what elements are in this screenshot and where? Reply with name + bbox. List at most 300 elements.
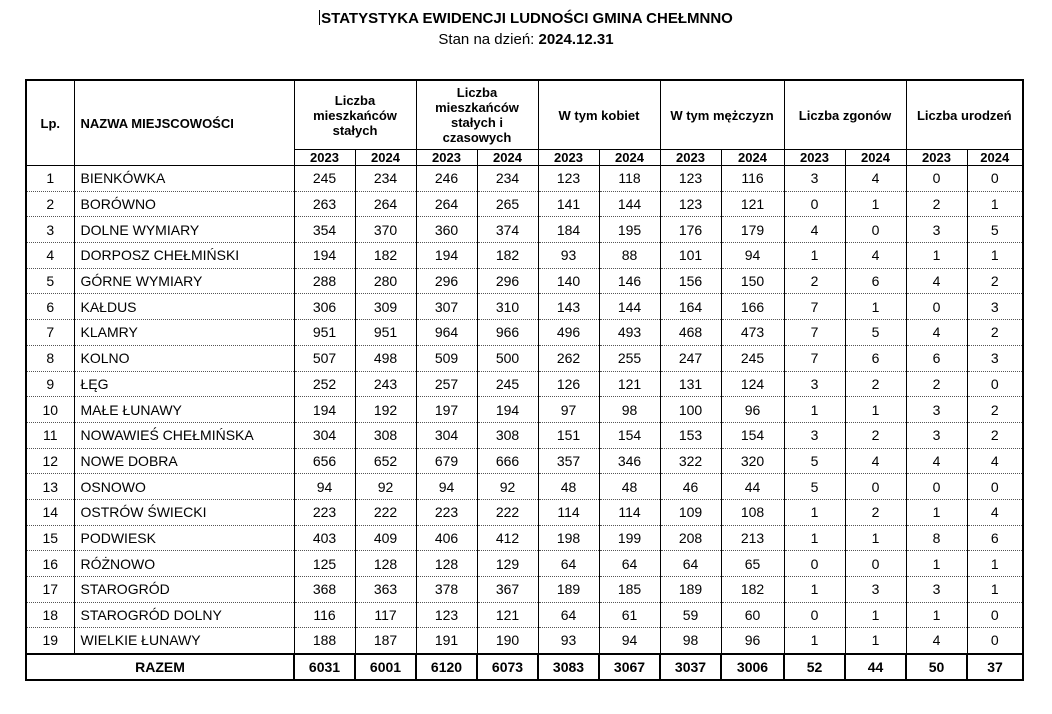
table-cell: 367	[477, 577, 538, 603]
table-cell: 4	[784, 217, 845, 243]
table-cell: 360	[416, 217, 477, 243]
population-table	[25, 79, 1024, 681]
table-cell: 140	[538, 268, 599, 294]
locality-name: RÓŻNOWO	[74, 551, 294, 577]
table-cell: 0	[906, 294, 967, 320]
table-cell: 0	[784, 551, 845, 577]
table-cell: 5	[967, 217, 1023, 243]
locality-name: STAROGRÓD DOLNY	[74, 602, 294, 628]
table-cell: 1	[845, 525, 906, 551]
table-cell: 92	[355, 474, 416, 500]
row-number: 6	[26, 294, 74, 320]
table-cell: 101	[660, 243, 721, 269]
row-number: 16	[26, 551, 74, 577]
table-row	[26, 345, 1023, 371]
total-cell: 6031	[294, 654, 355, 680]
year-header: 2024	[355, 150, 416, 166]
table-cell: 2	[967, 320, 1023, 346]
table-cell: 114	[538, 499, 599, 525]
table-cell: 4	[845, 243, 906, 269]
text-cursor	[319, 10, 320, 25]
table-cell: 154	[721, 422, 784, 448]
title-text: STATYSTYKA EWIDENCJI LUDNOŚCI GMINA CHEŁMNNO	[321, 10, 733, 27]
table-cell: 124	[721, 371, 784, 397]
table-cell: 5	[784, 448, 845, 474]
table-cell: 64	[538, 602, 599, 628]
table-cell: 94	[294, 474, 355, 500]
table-cell: 109	[660, 499, 721, 525]
table-cell: 507	[294, 345, 355, 371]
table-cell: 1	[845, 628, 906, 654]
table-cell: 185	[599, 577, 660, 603]
table-cell: 1	[906, 499, 967, 525]
row-number: 14	[26, 499, 74, 525]
locality-name: BIENKÓWKA	[74, 166, 294, 192]
table-cell: 188	[294, 628, 355, 654]
locality-name: NOWE DOBRA	[74, 448, 294, 474]
table-cell: 264	[355, 191, 416, 217]
table-cell: 88	[599, 243, 660, 269]
table-cell: 108	[721, 499, 784, 525]
table-cell: 264	[416, 191, 477, 217]
total-cell: 6073	[477, 654, 538, 680]
row-number: 7	[26, 320, 74, 346]
header-stale-czasowe-text: Liczba mieszkańców stałych i czasowych	[435, 85, 519, 145]
table-cell: 257	[416, 371, 477, 397]
table-cell: 951	[294, 320, 355, 346]
year-header: 2024	[721, 150, 784, 166]
row-number: 9	[26, 371, 74, 397]
table-cell: 96	[721, 628, 784, 654]
table-cell: 964	[416, 320, 477, 346]
table-cell: 3	[906, 217, 967, 243]
table-cell: 7	[784, 294, 845, 320]
table-cell: 213	[721, 525, 784, 551]
table-cell: 7	[784, 345, 845, 371]
table-cell: 3	[906, 422, 967, 448]
table-cell: 0	[784, 191, 845, 217]
table-cell: 306	[294, 294, 355, 320]
table-cell: 280	[355, 268, 416, 294]
table-cell: 2	[906, 191, 967, 217]
header-stale-text: Liczba mieszkańców stałych	[313, 92, 397, 138]
table-cell: 0	[967, 371, 1023, 397]
table-cell: 403	[294, 525, 355, 551]
table-cell: 2	[845, 371, 906, 397]
header-name: NAZWA MIEJSCOWOŚCI	[74, 80, 294, 166]
table-cell: 409	[355, 525, 416, 551]
table-cell: 128	[355, 551, 416, 577]
table-cell: 368	[294, 577, 355, 603]
table-cell: 117	[355, 602, 416, 628]
locality-name: WIELKIE ŁUNAWY	[74, 628, 294, 654]
table-row	[26, 628, 1023, 654]
table-cell: 3	[784, 166, 845, 192]
locality-name: KLAMRY	[74, 320, 294, 346]
total-cell: 52	[784, 654, 845, 680]
table-cell: 5	[845, 320, 906, 346]
table-cell: 189	[538, 577, 599, 603]
table-cell: 128	[416, 551, 477, 577]
locality-name: DOLNE WYMIARY	[74, 217, 294, 243]
table-cell: 48	[538, 474, 599, 500]
table-row	[26, 448, 1023, 474]
table-cell: 322	[660, 448, 721, 474]
table-cell: 679	[416, 448, 477, 474]
table-cell: 1	[784, 525, 845, 551]
subtitle-date: 2024.12.31	[538, 31, 614, 48]
table-cell: 129	[477, 551, 538, 577]
table-cell: 199	[599, 525, 660, 551]
table-cell: 150	[721, 268, 784, 294]
table-cell: 4	[845, 166, 906, 192]
table-cell: 194	[416, 243, 477, 269]
row-number: 5	[26, 268, 74, 294]
table-cell: 164	[660, 294, 721, 320]
table-cell: 7	[784, 320, 845, 346]
total-cell: 50	[906, 654, 967, 680]
table-cell: 179	[721, 217, 784, 243]
table-cell: 0	[845, 217, 906, 243]
table-cell: 473	[721, 320, 784, 346]
year-header: 2023	[538, 150, 599, 166]
table-row	[26, 551, 1023, 577]
table-cell: 3	[967, 294, 1023, 320]
total-cell: 37	[967, 654, 1023, 680]
table-cell: 187	[355, 628, 416, 654]
header-stale-czasowe	[416, 80, 538, 150]
locality-name: ŁĘG	[74, 371, 294, 397]
table-cell: 61	[599, 602, 660, 628]
table-row	[26, 371, 1023, 397]
table-cell: 153	[660, 422, 721, 448]
row-number: 2	[26, 191, 74, 217]
table-cell: 245	[294, 166, 355, 192]
table-cell: 234	[355, 166, 416, 192]
table-cell: 370	[355, 217, 416, 243]
table-cell: 94	[599, 628, 660, 654]
table-row	[26, 602, 1023, 628]
table-cell: 121	[599, 371, 660, 397]
header-lp: Lp.	[26, 80, 74, 166]
total-cell: 3067	[599, 654, 660, 680]
row-number: 1	[26, 166, 74, 192]
table-cell: 114	[599, 499, 660, 525]
table-cell: 98	[660, 628, 721, 654]
table-cell: 5	[784, 474, 845, 500]
table-row	[26, 577, 1023, 603]
table-cell: 0	[845, 474, 906, 500]
table-cell: 468	[660, 320, 721, 346]
table-cell: 97	[538, 397, 599, 423]
table-row	[26, 217, 1023, 243]
table-cell: 509	[416, 345, 477, 371]
table-cell: 2	[784, 268, 845, 294]
table-cell: 223	[294, 499, 355, 525]
table-row	[26, 397, 1023, 423]
row-number: 17	[26, 577, 74, 603]
table-cell: 4	[906, 320, 967, 346]
table-cell: 100	[660, 397, 721, 423]
table-cell: 125	[294, 551, 355, 577]
table-cell: 1	[906, 602, 967, 628]
table-body	[26, 166, 1023, 654]
table-cell: 182	[477, 243, 538, 269]
table-cell: 1	[967, 243, 1023, 269]
table-cell: 208	[660, 525, 721, 551]
table-cell: 255	[599, 345, 660, 371]
table-cell: 1	[845, 294, 906, 320]
table-row	[26, 268, 1023, 294]
table-cell: 0	[967, 602, 1023, 628]
table-cell: 296	[477, 268, 538, 294]
table-cell: 4	[967, 499, 1023, 525]
total-cell: 44	[845, 654, 906, 680]
table-cell: 296	[416, 268, 477, 294]
table-cell: 59	[660, 602, 721, 628]
table-cell: 64	[538, 551, 599, 577]
table-row	[26, 320, 1023, 346]
subtitle-label: Stan na dzień:	[438, 31, 535, 48]
table-cell: 652	[355, 448, 416, 474]
table-cell: 222	[355, 499, 416, 525]
table-cell: 190	[477, 628, 538, 654]
locality-name: GÓRNE WYMIARY	[74, 268, 294, 294]
table-cell: 363	[355, 577, 416, 603]
table-row	[26, 525, 1023, 551]
table-cell: 1	[967, 551, 1023, 577]
table-cell: 123	[660, 191, 721, 217]
table-cell: 64	[660, 551, 721, 577]
table-cell: 4	[906, 448, 967, 474]
table-cell: 1	[845, 191, 906, 217]
total-cell: 3037	[660, 654, 721, 680]
table-cell: 189	[660, 577, 721, 603]
table-cell: 6	[845, 268, 906, 294]
table-cell: 496	[538, 320, 599, 346]
table-cell: 116	[294, 602, 355, 628]
row-number: 11	[26, 422, 74, 448]
table-cell: 93	[538, 628, 599, 654]
table-row	[26, 499, 1023, 525]
table-cell: 656	[294, 448, 355, 474]
table-cell: 1	[967, 577, 1023, 603]
table-cell: 141	[538, 191, 599, 217]
table-cell: 2	[906, 371, 967, 397]
table-cell: 92	[477, 474, 538, 500]
table-cell: 252	[294, 371, 355, 397]
table-cell: 243	[355, 371, 416, 397]
table-cell: 3	[906, 577, 967, 603]
table-cell: 44	[721, 474, 784, 500]
table-row	[26, 243, 1023, 269]
locality-name: DORPOSZ CHEŁMIŃSKI	[74, 243, 294, 269]
table-cell: 65	[721, 551, 784, 577]
page-title	[0, 10, 1052, 28]
header-mezczyzni: W tym mężczyzn	[660, 80, 784, 150]
row-number: 13	[26, 474, 74, 500]
row-number: 8	[26, 345, 74, 371]
table-cell: 0	[967, 474, 1023, 500]
table-cell: 304	[294, 422, 355, 448]
table-cell: 154	[599, 422, 660, 448]
table-cell: 498	[355, 345, 416, 371]
table-cell: 666	[477, 448, 538, 474]
year-header: 2024	[599, 150, 660, 166]
row-number: 19	[26, 628, 74, 654]
table-cell: 93	[538, 243, 599, 269]
table-cell: 2	[967, 422, 1023, 448]
table-cell: 197	[416, 397, 477, 423]
row-number: 12	[26, 448, 74, 474]
table-cell: 222	[477, 499, 538, 525]
table-cell: 1	[784, 577, 845, 603]
table-cell: 126	[538, 371, 599, 397]
table-row	[26, 166, 1023, 192]
table-cell: 288	[294, 268, 355, 294]
row-number: 18	[26, 602, 74, 628]
year-header: 2024	[967, 150, 1023, 166]
table-cell: 3	[967, 345, 1023, 371]
table-cell: 265	[477, 191, 538, 217]
table-cell: 60	[721, 602, 784, 628]
table-cell: 8	[906, 525, 967, 551]
total-cell: 3006	[721, 654, 784, 680]
table-cell: 151	[538, 422, 599, 448]
table-cell: 223	[416, 499, 477, 525]
year-header: 2024	[477, 150, 538, 166]
page-subtitle	[0, 31, 1052, 49]
table-cell: 320	[721, 448, 784, 474]
total-cell: 6001	[355, 654, 416, 680]
total-label: RAZEM	[26, 654, 294, 680]
table-cell: 4	[845, 448, 906, 474]
table-cell: 184	[538, 217, 599, 243]
locality-name: OSNOWO	[74, 474, 294, 500]
table-cell: 48	[599, 474, 660, 500]
table-cell: 3	[906, 397, 967, 423]
table-cell: 123	[416, 602, 477, 628]
table-cell: 4	[906, 628, 967, 654]
table-cell: 0	[967, 628, 1023, 654]
row-number: 15	[26, 525, 74, 551]
table-cell: 46	[660, 474, 721, 500]
table-cell: 3	[845, 577, 906, 603]
total-row	[26, 654, 1023, 680]
table-cell: 131	[660, 371, 721, 397]
table-cell: 500	[477, 345, 538, 371]
table-cell: 1	[784, 499, 845, 525]
table-cell: 1	[906, 551, 967, 577]
table-cell: 2	[967, 268, 1023, 294]
locality-name: BORÓWNO	[74, 191, 294, 217]
table-cell: 247	[660, 345, 721, 371]
row-number: 10	[26, 397, 74, 423]
table-cell: 98	[599, 397, 660, 423]
table-cell: 1	[845, 397, 906, 423]
total-cell: 6120	[416, 654, 477, 680]
table-cell: 1	[845, 602, 906, 628]
table-cell: 166	[721, 294, 784, 320]
table-cell: 6	[906, 345, 967, 371]
table-cell: 195	[599, 217, 660, 243]
locality-name: NOWAWIEŚ CHEŁMIŃSKA	[74, 422, 294, 448]
locality-name: STAROGRÓD	[74, 577, 294, 603]
table-cell: 2	[845, 499, 906, 525]
table-cell: 262	[538, 345, 599, 371]
table-cell: 2	[845, 422, 906, 448]
table-cell: 191	[416, 628, 477, 654]
table-cell: 0	[967, 166, 1023, 192]
table-cell: 96	[721, 397, 784, 423]
table-cell: 194	[294, 397, 355, 423]
table-cell: 310	[477, 294, 538, 320]
table-cell: 182	[355, 243, 416, 269]
table-cell: 143	[538, 294, 599, 320]
header-urodzenia: Liczba urodzeń	[906, 80, 1023, 150]
table-cell: 378	[416, 577, 477, 603]
locality-name: KAŁDUS	[74, 294, 294, 320]
table-cell: 1	[906, 243, 967, 269]
table-row	[26, 191, 1023, 217]
year-header: 2023	[294, 150, 355, 166]
table-cell: 6	[845, 345, 906, 371]
locality-name: KOLNO	[74, 345, 294, 371]
table-cell: 94	[416, 474, 477, 500]
table-cell: 246	[416, 166, 477, 192]
table-cell: 118	[599, 166, 660, 192]
table-cell: 64	[599, 551, 660, 577]
table-row	[26, 474, 1023, 500]
year-header: 2023	[784, 150, 845, 166]
table-cell: 245	[721, 345, 784, 371]
table-cell: 234	[477, 166, 538, 192]
table-cell: 309	[355, 294, 416, 320]
locality-name: PODWIESK	[74, 525, 294, 551]
table-cell: 94	[721, 243, 784, 269]
table-cell: 176	[660, 217, 721, 243]
header-zgony: Liczba zgonów	[784, 80, 906, 150]
table-cell: 406	[416, 525, 477, 551]
table-cell: 1	[784, 397, 845, 423]
table-cell: 121	[477, 602, 538, 628]
table-cell: 144	[599, 191, 660, 217]
table-cell: 374	[477, 217, 538, 243]
table-row	[26, 422, 1023, 448]
table-cell: 304	[416, 422, 477, 448]
table-cell: 1	[784, 628, 845, 654]
table-cell: 412	[477, 525, 538, 551]
table-cell: 308	[355, 422, 416, 448]
year-header: 2023	[660, 150, 721, 166]
table-cell: 123	[538, 166, 599, 192]
table-cell: 192	[355, 397, 416, 423]
year-header: 2023	[416, 150, 477, 166]
table-cell: 1	[784, 243, 845, 269]
table-cell: 966	[477, 320, 538, 346]
table-cell: 263	[294, 191, 355, 217]
table-cell: 146	[599, 268, 660, 294]
table-cell: 182	[721, 577, 784, 603]
table-cell: 354	[294, 217, 355, 243]
table-cell: 144	[599, 294, 660, 320]
table-cell: 346	[599, 448, 660, 474]
table-row	[26, 294, 1023, 320]
table-cell: 194	[477, 397, 538, 423]
table-cell: 357	[538, 448, 599, 474]
table-cell: 0	[906, 166, 967, 192]
table-cell: 156	[660, 268, 721, 294]
